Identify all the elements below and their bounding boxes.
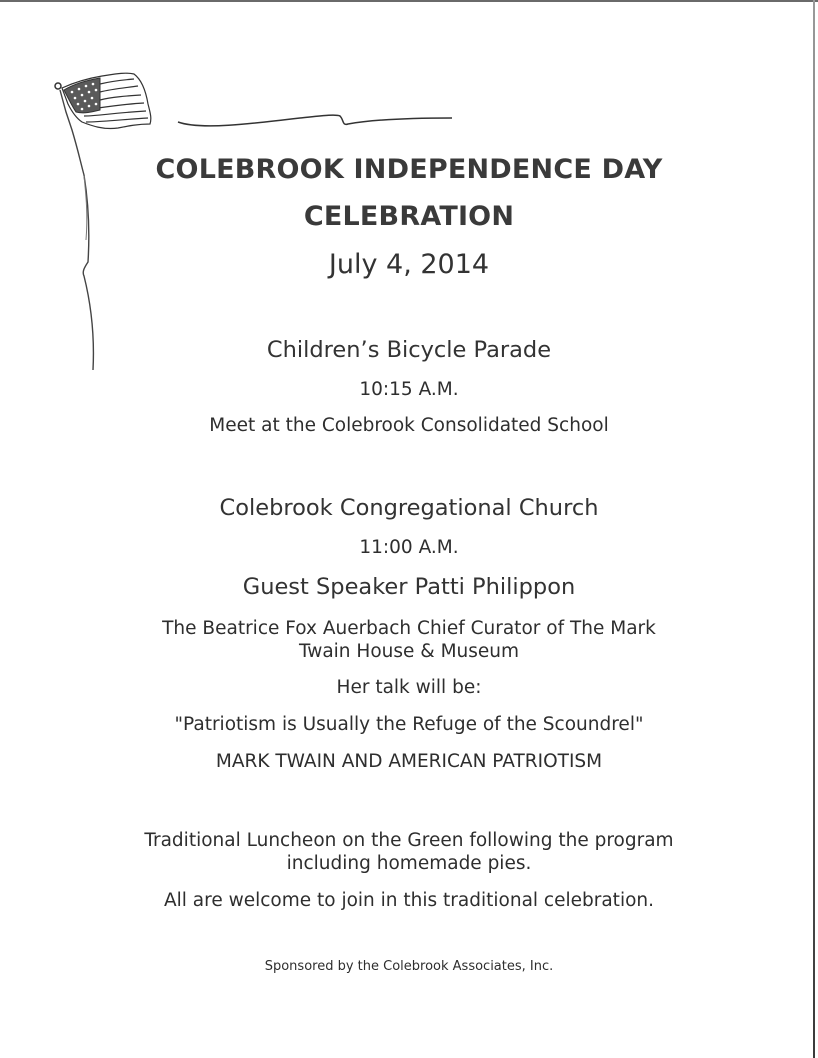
- welcome-message: All are welcome to join in this traditional celebration.: [163, 890, 655, 911]
- church-heading: Colebrook Congregational Church: [219, 495, 599, 521]
- speaker-role-line-1: The Beatrice Fox Auerbach Chief Curator of The Mark: [162, 618, 656, 639]
- guest-speaker: Guest Speaker Patti Philippon: [242, 574, 576, 600]
- flyer-title-line-1: COLEBROOK INDEPENDENCE DAY: [155, 154, 663, 185]
- flyer-title-line-2: CELEBRATION: [303, 201, 515, 232]
- speaker-role-line-2: Twain House & Museum: [298, 641, 520, 662]
- flyer-date: July 4, 2014: [328, 249, 490, 280]
- sponsor-note: Sponsored by the Colebrook Associates, Inc.: [264, 959, 554, 974]
- parade-heading: Children’s Bicycle Parade: [266, 337, 552, 363]
- parade-time: 10:15 A.M.: [359, 379, 459, 400]
- talk-quote: "Patriotism is Usually the Refuge of the Scoundrel": [174, 714, 644, 735]
- luncheon-line-1: Traditional Luncheon on the Green following the program: [144, 830, 674, 851]
- talk-intro: Her talk will be:: [336, 677, 482, 698]
- parade-location: Meet at the Colebrook Consolidated School: [209, 415, 609, 436]
- luncheon-line-2: including homemade pies.: [286, 853, 532, 874]
- church-time: 11:00 A.M.: [359, 537, 459, 558]
- talk-title: MARK TWAIN AND AMERICAN PATRIOTISM: [215, 751, 603, 772]
